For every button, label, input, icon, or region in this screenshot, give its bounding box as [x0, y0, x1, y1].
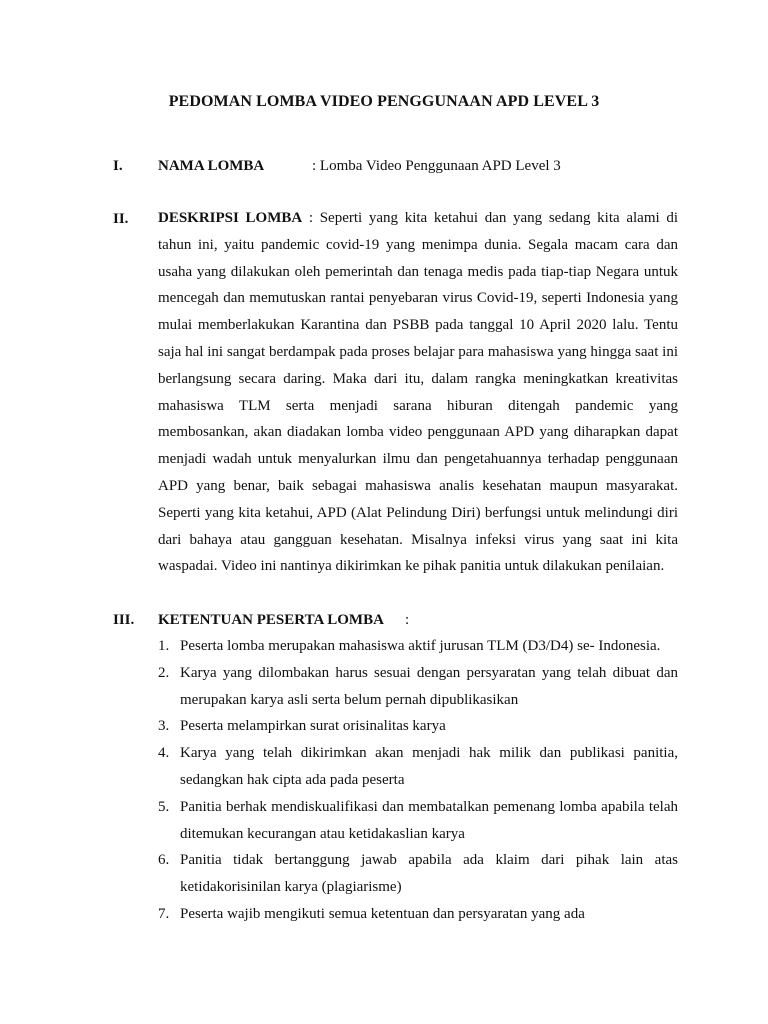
list-item	[158, 794, 678, 848]
list-item	[158, 660, 678, 714]
section-1-numeral: I.	[113, 158, 123, 174]
section-2-paragraph	[158, 205, 678, 580]
list-item	[158, 713, 678, 740]
section-3-heading: KETENTUAN PESERTA LOMBA	[158, 612, 384, 628]
section-2-heading: DESKRIPSI LOMBA	[158, 210, 303, 226]
list-item-text: Panitia berhak mendiskualifikasi dan membatalkan pemenang lomba apabila telah ditemukan kecurangan atau ketidakaslian karya	[180, 798, 678, 842]
list-item-text: Karya yang telah dikirimkan akan menjadi hak milik dan publikasi panitia, sedangkan hak cipta ada pada peserta	[180, 745, 678, 788]
list-item-text: Panitia tidak bertanggung jawab apabila ada klaim dari pihak lain atas ketidakorisinilan karya (plagiarisme)	[180, 852, 678, 896]
rules-list	[158, 633, 678, 928]
section-2-body: : Seperti yang kita ketahui dan yang sedang kita alami di tahun ini, yaitu pandemic covid-19 yang menimpa dunia. Segala macam cara dan usaha yang dilakukan oleh pemerintah dan tenaga medis pada tiap-tiap Negara untuk mencegah dan memutuskan rantai penyebaran virus Covid-19, seperti Indonesia yang mulai memberlakukan Karantina dan PSBB pada tanggal 10 April 2020 lalu. Tentu saja hal ini sangat berdampak pada proses belajar para mahasiswa yang hingga saat ini berlangsung secara daring. Maka dari itu, dalam rangka meningkatkan kreativitas mahasiswa TLM serta menjadi sarana hiburan ditengah pandemic yang membosankan, akan diadakan lomba video penggunaan APD yang diharapkan dapat menjadi wadah untuk menyalurkan ilmu dan pengetahuannya terhadap penggunaan APD yang benar, baik sebagai mahasiswa analis kesehatan maupun masyarakat. Seperti yang kita ketahui, APD (Alat Pelindung Diri) berfungsi untuk melindungi diri dari bahaya atau gangguan kesehatan. Misalnya infeksi virus yang saat ini kita waspadai. Video ini nantinya dikirimkan ke pihak panitia untuk dilakukan penilaian.	[158, 210, 678, 575]
list-item-number: 4.	[158, 745, 170, 762]
section-1-value: : Lomba Video Penggunaan APD Level 3	[312, 158, 561, 174]
list-item-number: 6.	[158, 852, 170, 869]
list-item-number: 5.	[158, 798, 170, 815]
list-item-text: Peserta wajib mengikuti semua ketentuan dan persyaratan yang ada	[180, 905, 585, 922]
section-2-numeral: II.	[113, 211, 129, 227]
list-item	[158, 847, 678, 901]
section-1-heading: NAMA LOMBA	[158, 158, 265, 174]
list-item-number: 3.	[158, 718, 170, 735]
list-item-text: Peserta lomba merupakan mahasiswa aktif jurusan TLM (D3/D4) se- Indonesia.	[180, 638, 661, 654]
document-title: PEDOMAN LOMBA VIDEO PENGGUNAAN APD LEVEL 3	[168, 93, 600, 110]
section-3-colon: :	[405, 612, 410, 628]
list-item-number: 7.	[158, 905, 170, 922]
list-item	[158, 633, 678, 660]
list-item-text: Karya yang dilombakan harus sesuai dengan persyaratan yang telah dibuat dan merupakan karya asli serta belum pernah dipublikasikan	[180, 664, 678, 708]
list-item	[158, 901, 678, 928]
list-item-text: Peserta melampirkan surat orisinalitas karya	[180, 718, 446, 735]
list-item-number: 2.	[158, 664, 170, 681]
section-3-numeral: III.	[113, 612, 135, 628]
list-item	[158, 740, 678, 794]
list-item-number: 1.	[158, 638, 170, 654]
